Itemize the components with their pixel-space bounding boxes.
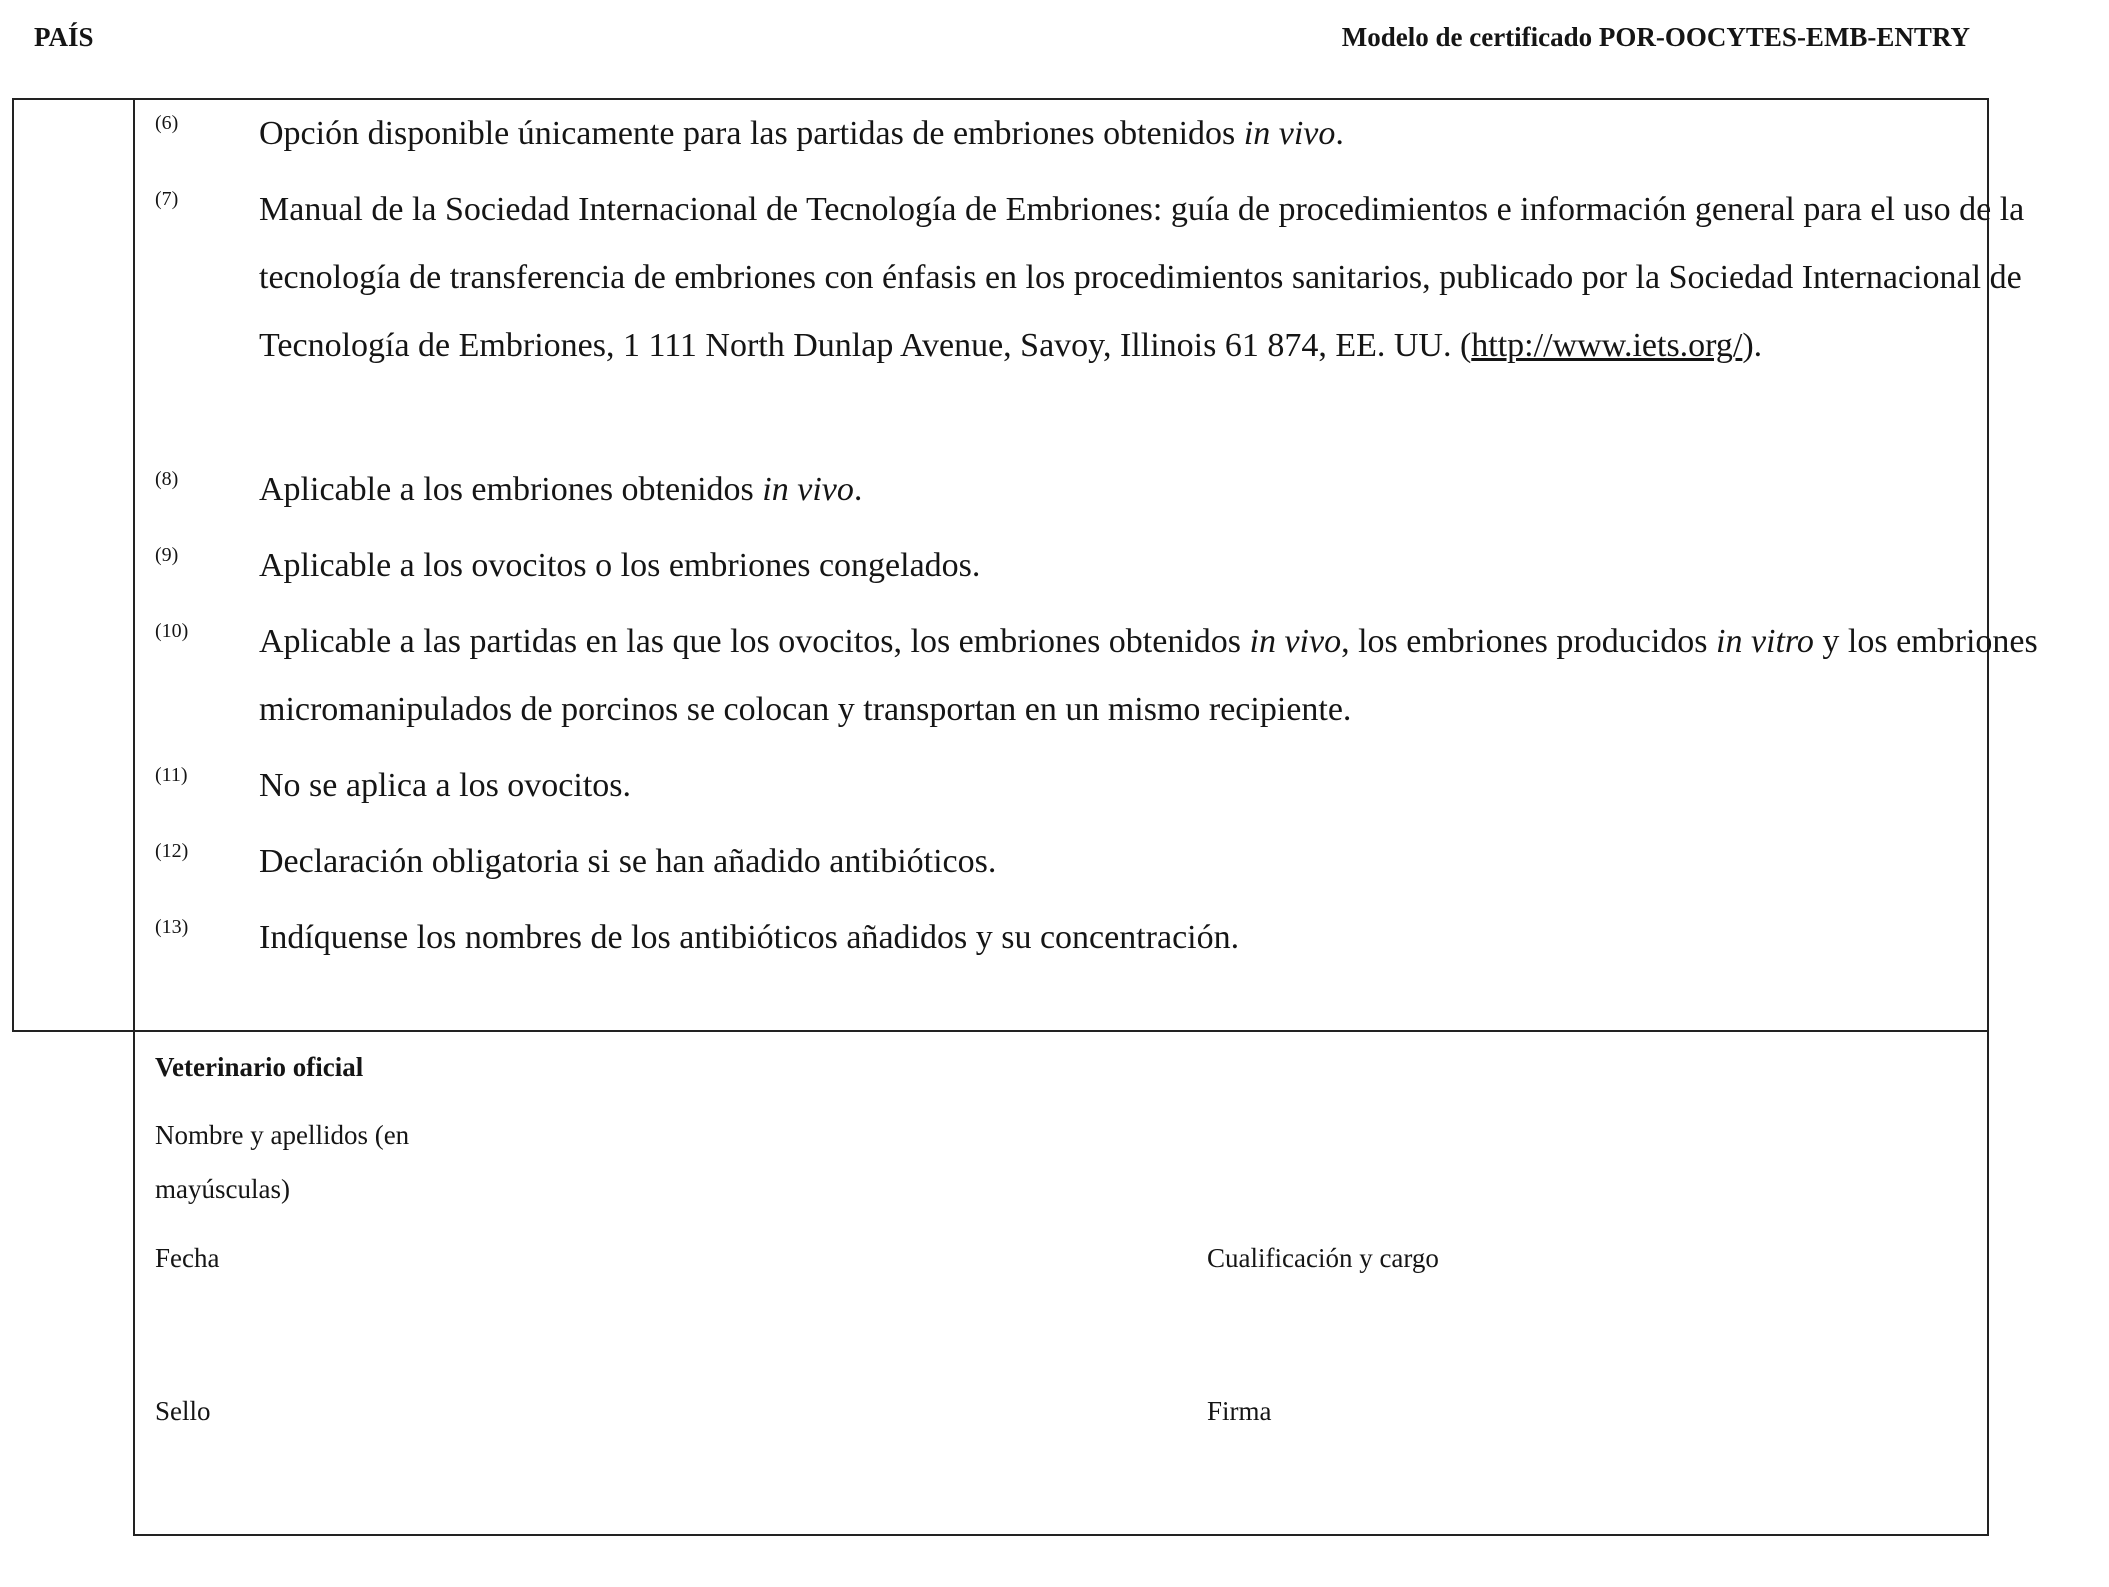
footnote-text: Declaración obligatoria si se han añadido antibióticos. (259, 843, 997, 880)
table-column-divider (133, 98, 135, 1536)
footnote-number: (12) (155, 840, 189, 862)
table-left-border (12, 98, 14, 1030)
date-label: Fecha (155, 1243, 220, 1273)
footnote-text: Indíquense los nombres de los antibióticos añadidos y su concentración. (259, 919, 1240, 956)
stamp-label: Sello (155, 1396, 211, 1426)
footnote-number: (13) (155, 916, 189, 938)
footnote-text: Opción disponible únicamente para las partidas de embriones obtenidos in vivo. (259, 115, 1344, 152)
footnote-number: (9) (155, 544, 179, 566)
footnote-text: Aplicable a los ovocitos o los embriones congelados. (259, 547, 981, 584)
footnote-text: No se aplica a los ovocitos. (259, 767, 632, 804)
footnote-number: (10) (155, 620, 189, 642)
country-label: PAÍS (34, 22, 94, 52)
footnote-text: Aplicable a las partidas en las que los ovocitos, los embriones obtenidos in vivo, los embriones producidos in vitro y los embriones micromanipulados de porcinos se colocan y transportan en un mismo recipiente. (259, 623, 2038, 728)
signature-label: Firma (1207, 1396, 1272, 1426)
table-section-divider (12, 1030, 1989, 1032)
footnote-number: (7) (155, 188, 179, 210)
iets-link[interactable]: http://www.iets.org/ (1471, 327, 1743, 364)
footnote-number: (11) (155, 764, 188, 786)
footnote-number: (8) (155, 468, 179, 490)
official-veterinarian-title: Veterinario oficial (155, 1052, 364, 1082)
qualification-label: Cualificación y cargo (1207, 1243, 1439, 1273)
certificate-model-label: Modelo de certificado POR-OOCYTES-EMB-ENTRY (1341, 22, 1970, 52)
footnote-text: Manual de la Sociedad Internacional de Tecnología de Embriones: guía de procedimientos e información general para el uso de la tecnología de transferencia de embriones con énfasis en los procedimientos sanitarios, publicado por la Sociedad Internacional de Tecnología de Embriones, 1 111 North Dunlap Avenue, Savoy, Illinois 61 874, EE. UU. (http://www.iets.org/). (259, 191, 2025, 364)
footnote-number: (6) (155, 112, 179, 134)
name-label-line2: mayúsculas) (155, 1174, 290, 1204)
footnote-text: Aplicable a los embriones obtenidos in vivo. (259, 471, 863, 508)
table-bottom-border (133, 1534, 1989, 1536)
name-label-line1: Nombre y apellidos (en (155, 1120, 410, 1150)
